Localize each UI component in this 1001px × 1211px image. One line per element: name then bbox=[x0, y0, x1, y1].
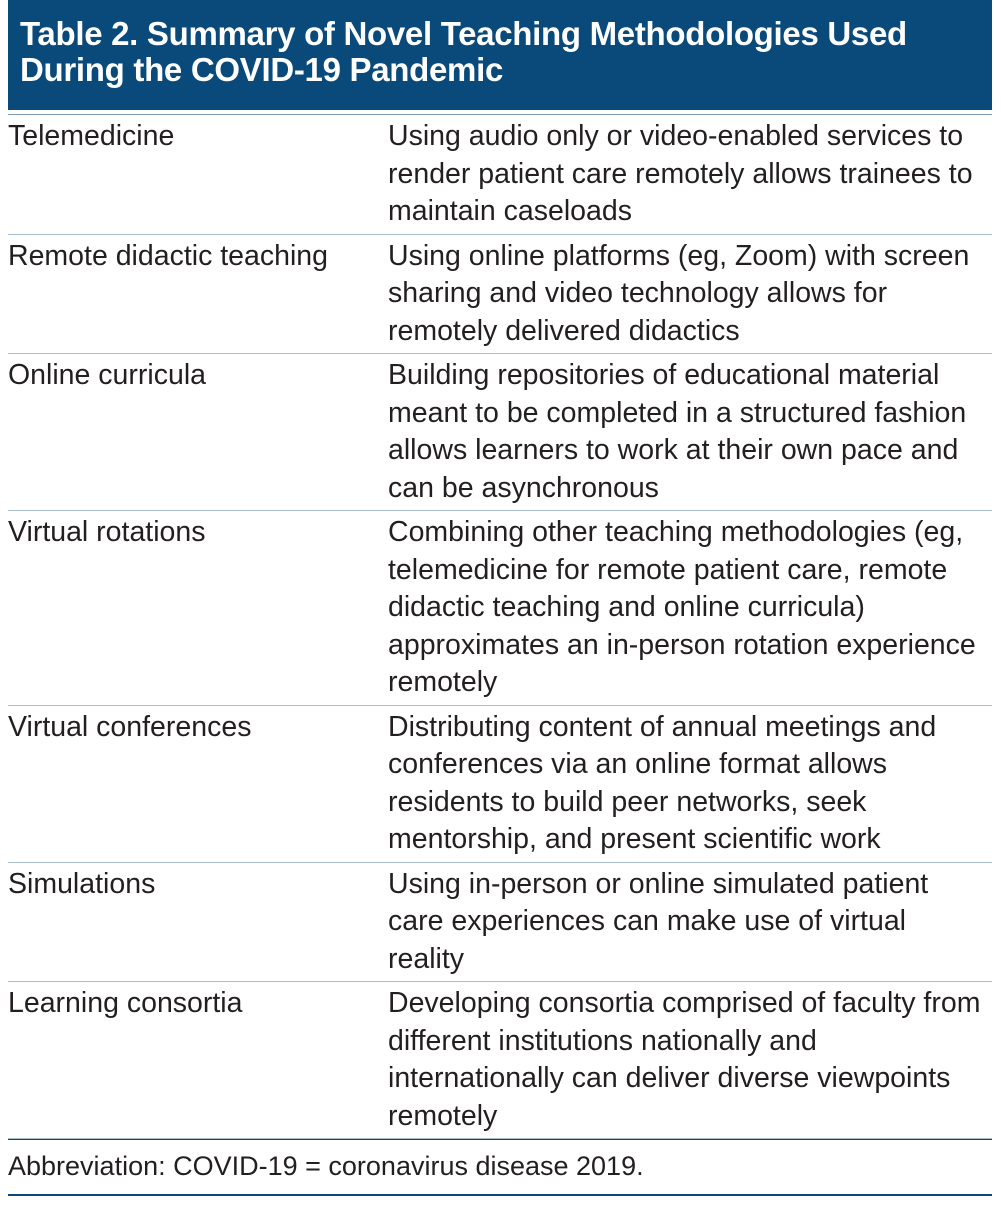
row-description: Using audio only or video-enabled services to render patient care remotely allows trainees to maintain caseloads bbox=[388, 115, 992, 234]
row-term: Virtual conferences bbox=[8, 705, 388, 862]
table-row bbox=[8, 354, 992, 511]
table-row bbox=[8, 115, 992, 234]
table-title-bar bbox=[8, 0, 992, 110]
row-term: Simulations bbox=[8, 862, 388, 982]
row-description: Combining other teaching methodologies (eg, telemedicine for remote patient care, remote didactic teaching and online curricula) approximates an in-person rotation experience remotely bbox=[388, 511, 992, 706]
table-row bbox=[8, 705, 992, 862]
table-title: Table 2. Summary of Novel Teaching Methodologies Used During the COVID-19 Pandemic bbox=[20, 15, 907, 88]
row-description: Building repositories of educational material meant to be completed in a structured fashion allows learners to work at their own pace and can be asynchronous bbox=[388, 354, 992, 511]
footnote-rule-bottom bbox=[8, 1194, 992, 1196]
row-description: Using in-person or online simulated patient care experiences can make use of virtual reality bbox=[388, 862, 992, 982]
table-footnote: Abbreviation: COVID-19 = coronavirus disease 2019. bbox=[8, 1151, 644, 1181]
row-description: Using online platforms (eg, Zoom) with screen sharing and video technology allows for remotely delivered didactics bbox=[388, 234, 992, 354]
row-description: Distributing content of annual meetings and conferences via an online format allows residents to build peer networks, seek mentorship, and present scientific work bbox=[388, 705, 992, 862]
table-row bbox=[8, 862, 992, 982]
table-row bbox=[8, 982, 992, 1139]
table-row bbox=[8, 234, 992, 354]
row-term: Telemedicine bbox=[8, 115, 388, 234]
methodologies-table bbox=[8, 0, 992, 1196]
row-term: Virtual rotations bbox=[8, 511, 388, 706]
table-body bbox=[8, 115, 992, 1139]
table-row bbox=[8, 511, 992, 706]
row-term: Remote didactic teaching bbox=[8, 234, 388, 354]
row-term: Learning consortia bbox=[8, 982, 388, 1139]
row-description: Developing consortia comprised of faculty from different institutions nationally and internationally can deliver diverse viewpoints remotely bbox=[388, 982, 992, 1139]
row-term: Online curricula bbox=[8, 354, 388, 511]
methodologies-grid bbox=[8, 115, 992, 1139]
